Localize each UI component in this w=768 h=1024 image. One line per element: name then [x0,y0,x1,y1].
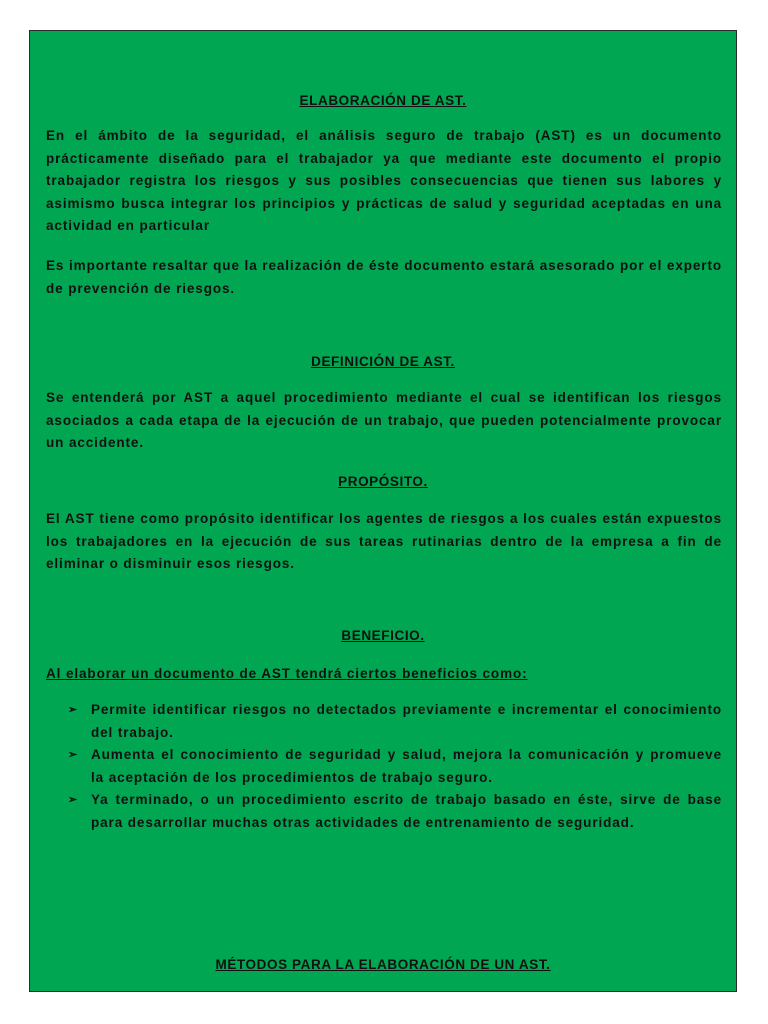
heading-definicion: DEFINICIÓN DE AST. [311,354,455,369]
arrow-bullet-icon: ➢ [68,749,79,761]
benefits-list [46,699,722,834]
list-item [46,744,722,789]
heading-metodos: MÉTODOS PARA LA ELABORACIÓN DE UN AST. [215,957,551,972]
list-item-text: Ya terminado, o un procedimiento escrito de trabajo basado en éste, sirve de base para desarrollar muchas otras actividades de entrenamiento de seguridad. [91,792,722,830]
list-item-text: Permite identificar riesgos no detectados previamente e incrementar el conocimiento del trabajo. [91,702,722,740]
paragraph-elaboracion-2: Es importante resaltar que la realización de éste documento estará asesorado por el experto de prevención de riesgos. [46,258,722,296]
list-item [46,699,722,744]
paragraph-elaboracion-1: En el ámbito de la seguridad, el análisis seguro de trabajo (AST) es un documento prácticamente diseñado para el trabajador ya que mediante este documento el propio trabajador registra los riesgos y sus posibles consecuencias que tienen sus labores y asimismo busca integrar los principios y prácticas de salud y seguridad aceptadas en una actividad en particular [46,128,722,233]
document-page [29,30,737,992]
arrow-bullet-icon: ➢ [68,704,79,716]
list-item-text: Aumenta el conocimiento de seguridad y salud, mejora la comunicación y promueve la aceptación de los procedimientos de trabajo seguro. [91,747,722,785]
paragraph-beneficio-intro: Al elaborar un documento de AST tendrá ciertos beneficios como: [46,666,528,681]
paragraph-proposito: El AST tiene como propósito identificar los agentes de riesgos a los cuales están expuestos los trabajadores en la ejecución de sus tareas rutinarias dentro de la empresa a fin de eliminar o disminuir esos riesgos. [46,511,722,571]
heading-proposito: PROPÓSITO. [338,474,428,489]
arrow-bullet-icon: ➢ [68,794,79,806]
heading-beneficio: BENEFICIO. [341,628,425,643]
heading-elaboracion: ELABORACIÓN DE AST. [299,93,467,108]
list-item [46,789,722,834]
paragraph-definicion: Se entenderá por AST a aquel procedimiento mediante el cual se identifican los riesgos asociados a cada etapa de la ejecución de un trabajo, que pueden potencialmente provocar un accidente. [46,390,722,450]
